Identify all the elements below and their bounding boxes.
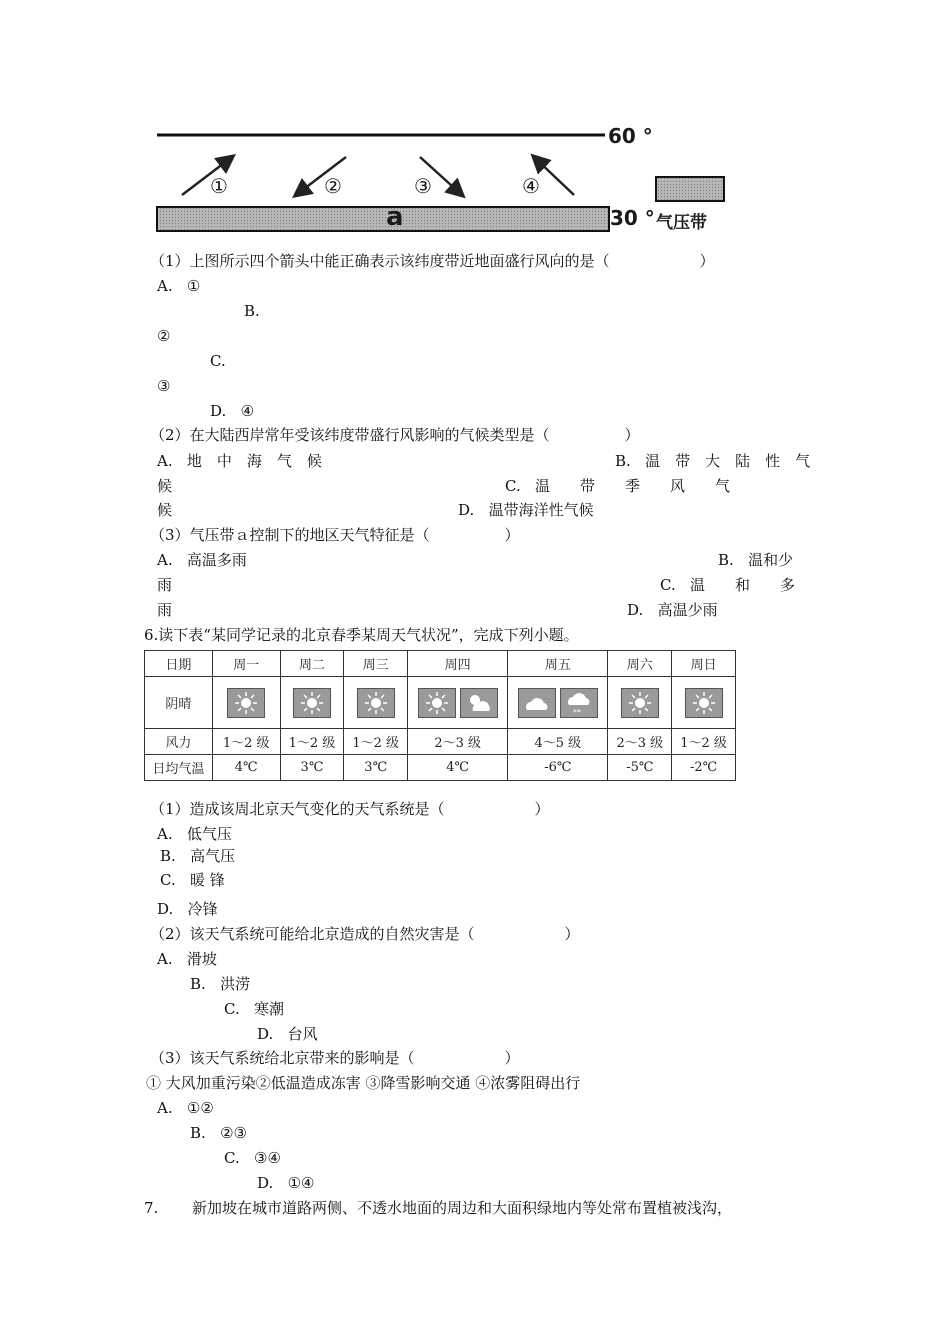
pressure-belt-a [157,207,609,231]
q5-2-option-b[interactable]: B. 温 带 大 陆 性 气 [615,452,811,470]
q5-3-option-b-cont: 雨 [157,576,173,594]
q5-1-stem: （1）上图所示四个箭头中能正确表示该纬度带近地面盛行风向的是（ ） [150,252,715,270]
sun-icon [227,688,265,718]
q5-2-stem: （2）在大陆西岸常年受该纬度带盛行风影响的气候类型是（ ） [150,426,640,444]
table-row-wind [145,729,736,755]
q6-2-option-a[interactable]: A. 滑坡 [157,950,217,968]
arrow-2-label: ② [324,174,342,198]
q5-3-option-d[interactable]: D. 高温少雨 [627,601,718,619]
lat-30-label: 30 ° [610,206,655,230]
q7-text: 新加坡在城市道路两侧、不透水地面的周边和大面积绿地内等处常布置植被浅沟， [192,1199,733,1217]
q6-intro: 6.读下表“某同学记录的北京春季某周天气状况”，完成下列小题。 [144,626,579,644]
q5-2-option-c[interactable]: C. 温 带 季 风 气 [505,477,731,495]
q5-1-option-c[interactable]: ③ [157,377,171,395]
table-cell: -6℃ [508,755,608,781]
q5-2-option-d[interactable]: D. 温带海洋性气候 [458,501,594,519]
sun-icon [293,688,331,718]
q6-2-option-b[interactable]: B. 洪涝 [190,975,251,993]
arrow-4 [534,157,574,195]
q5-1-option-b-label[interactable]: B. [244,302,260,320]
q6-3-option-b[interactable]: B. ②③ [190,1124,248,1142]
table-cell: 4℃ [408,755,508,781]
table-cell: 2～3 级 [408,729,508,755]
q5-1-option-a[interactable]: A. ① [157,277,201,295]
q7-number: 7. [144,1199,159,1217]
q6-1-stem: （1）造成该周北京天气变化的天气系统是（ ） [150,800,550,818]
q6-1-option-d[interactable]: D. 冷锋 [157,900,218,918]
cloud-icon [518,688,556,718]
legend-swatch [656,177,724,201]
table-cell: 1～2 级 [344,729,408,755]
table-cell: 1～2 级 [672,729,736,755]
q5-3-option-c[interactable]: C. 温 和 多 [660,576,796,594]
table-cell: 3℃ [280,755,344,781]
table-cell: 2～3 级 [608,729,672,755]
table-header: 周三 [344,651,408,677]
q5-3-stem: （3）气压带ａ控制下的地区天气特征是（ ） [150,526,520,544]
q6-3-option-d[interactable]: D. ①④ [257,1174,315,1192]
legend-label: 气压带 [656,213,707,233]
q6-3-option-a[interactable]: A. ①② [157,1099,214,1117]
sun-icon [685,688,723,718]
sun-icon [621,688,659,718]
table-header-row [145,651,736,677]
table-cell: 4～5 级 [508,729,608,755]
table-cell: -2℃ [672,755,736,781]
band-a-label: a [386,202,404,232]
table-cell: 1～2 级 [280,729,344,755]
q5-1-option-b[interactable]: ② [157,327,171,345]
table-row-weather [145,677,736,729]
lat-60-label: 60 ° [608,124,653,148]
arrow-1-label: ① [210,174,228,198]
weather-table [144,650,736,781]
svg-text:**: ** [572,707,581,717]
q6-2-stem: （2）该天气系统可能给北京造成的自然灾害是（ ） [150,925,580,943]
q6-3-stem: （3）该天气系统给北京带来的影响是（ ） [150,1049,520,1067]
q6-2-option-c[interactable]: C. 寒潮 [224,1000,285,1018]
q6-3-items: ① 大风加重污染②低温造成冻害 ③降雪影响交通 ④浓雾阻碍出行 [146,1074,581,1092]
q5-1-option-c-label[interactable]: C. [210,352,226,370]
q6-3-option-c[interactable]: C. ③④ [224,1149,281,1167]
table-header: 周六 [608,651,672,677]
snow-icon [560,688,598,718]
pressure-belt-diagram [150,120,750,240]
arrow-3-label: ③ [414,174,432,198]
table-cell: 1～2 级 [212,729,280,755]
row-label-weather: 阴晴 [145,677,213,729]
q5-2-option-a[interactable]: A. 地 中 海 气 候 [157,452,322,470]
row-label-temp: 日均气温 [145,755,213,781]
table-header: 周一 [212,651,280,677]
table-header: 周日 [672,651,736,677]
table-cell: -5℃ [608,755,672,781]
table-header: 周四 [408,651,508,677]
row-label-wind: 风力 [145,729,213,755]
q5-1-option-d[interactable]: D. ④ [210,402,255,420]
q5-3-option-c-cont: 雨 [157,601,173,619]
table-header: 周二 [280,651,344,677]
q5-3-option-b[interactable]: B. 温和少 [718,551,794,569]
q5-2-option-c-cont: 候 [157,501,173,519]
q6-1-option-a[interactable]: A. 低气压 [157,825,232,843]
table-row-temp [145,755,736,781]
q5-3-option-a[interactable]: A. 高温多雨 [157,551,247,569]
q6-1-option-b[interactable]: B. 高气压 [160,847,236,865]
table-cell: 4℃ [212,755,280,781]
sun-icon [418,688,456,718]
table-cell: 3℃ [344,755,408,781]
partly-cloudy-icon [460,688,498,718]
arrow-4-label: ④ [522,174,540,198]
table-header: 周五 [508,651,608,677]
table-header: 日期 [145,651,213,677]
q6-1-option-c[interactable]: C. 暖 锋 [160,871,225,889]
q5-2-option-b-cont: 候 [157,477,173,495]
q6-2-option-d[interactable]: D. 台风 [257,1025,318,1043]
sun-icon [357,688,395,718]
